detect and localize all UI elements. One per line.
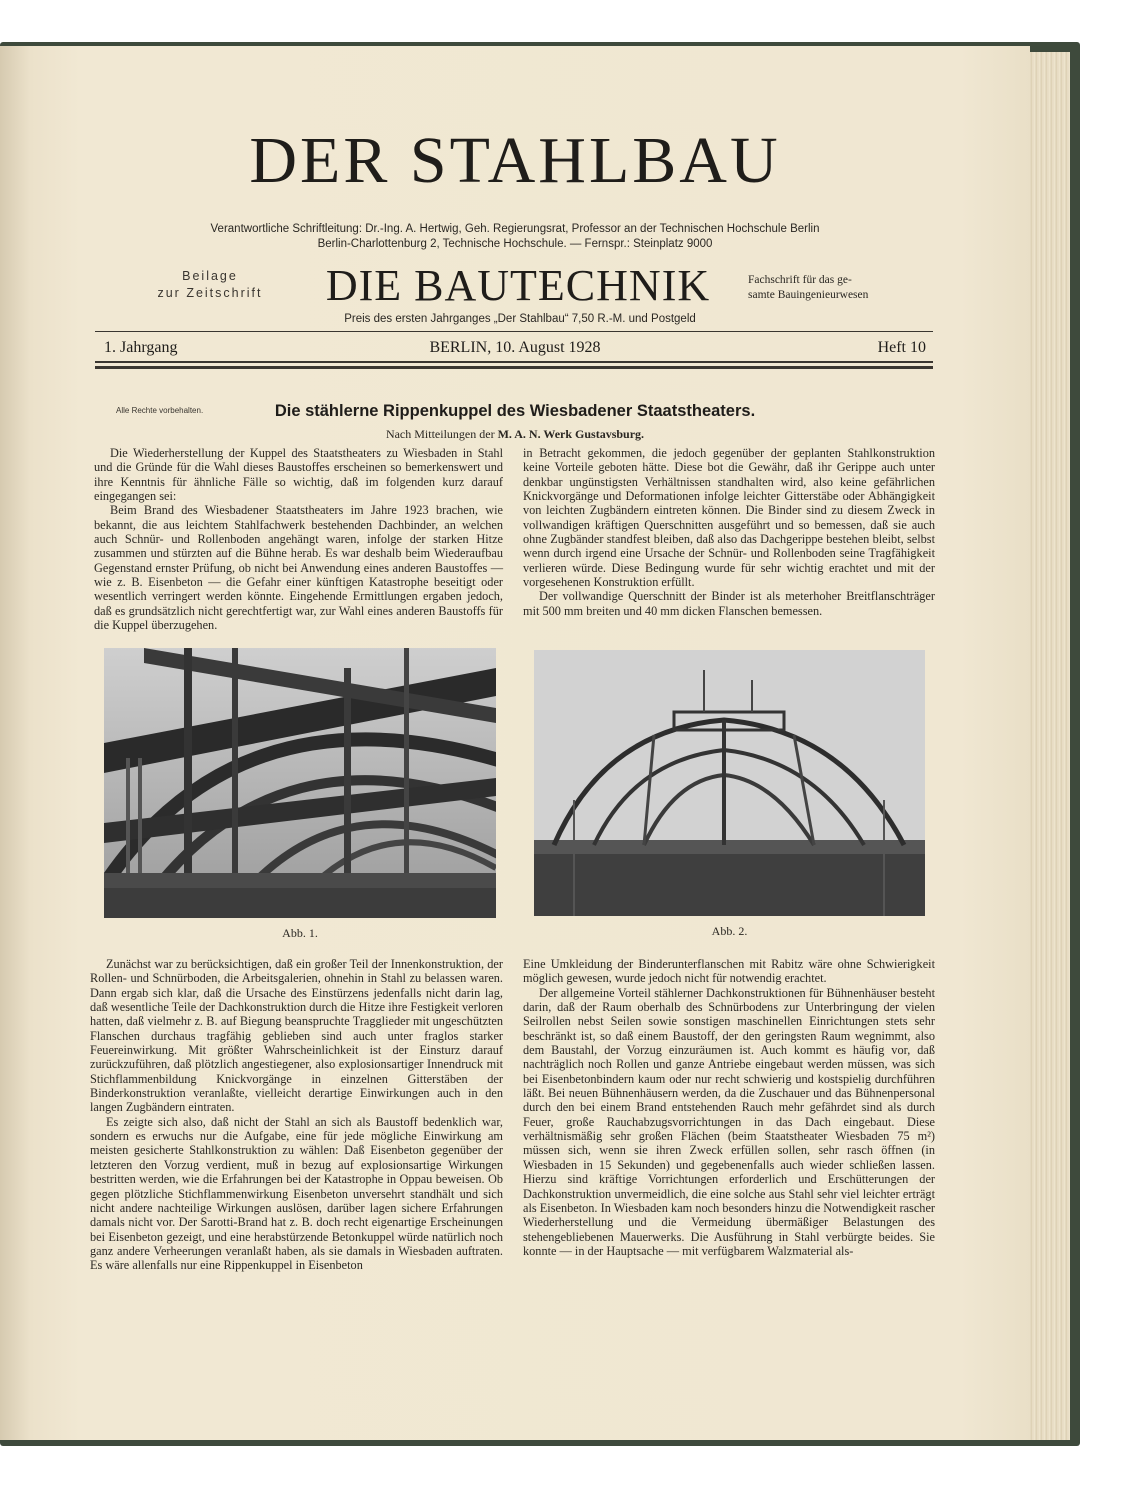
dome-skeleton-image bbox=[534, 650, 925, 916]
paragraph: in Betracht gekommen, die jedoch gegenüber der geplanten Stahlkonstruktion keine Vorteile geboten hätte. Diese bot die Gewähr, daß ihr Gerippe auch unter denkbar ungünstigsten Verhältnissen standhalten wird, also keine gefährlichen Knickvorgänge und Deformationen infolge leichter Gitterstäbe oder Abhängigkeit von leichten Zugbändern eintreten können. Die Binder sind zu diesem Zweck in vollwandigen kräftigen Querschnitten ausgeführt und so bemessen, daß sie auch ohne Zugbänder standfest bleiben, daß also das Dachgerippe bestehen bleibt, selbst wenn durch irgend eine Ursache der Schnür- und Rollenboden seine Tragfähigkeit verlieren würde. Diese Bedingung wurde für sehr wichtig erachtet und mit der vorgesehenen Konstruktion erfüllt. bbox=[523, 446, 935, 590]
subtitle-company: M. A. N. Werk Gustavsburg. bbox=[497, 427, 645, 441]
editor-line-2: Berlin-Charlottenburg 2, Technische Hochschule. — Fernspr.: Steinplatz 9000 bbox=[317, 238, 713, 250]
figure-1-photo bbox=[104, 648, 496, 918]
figure-2-caption: Abb. 2. bbox=[711, 924, 748, 938]
place-date: BERLIN, 10. August 1928 bbox=[429, 339, 601, 356]
supplement-title: DIE BAUTECHNIK bbox=[325, 261, 711, 310]
rule-top bbox=[95, 331, 933, 332]
rule-double-2 bbox=[95, 366, 933, 369]
column-top-left bbox=[94, 446, 503, 632]
beilage-line-1: Beilage bbox=[182, 269, 238, 283]
steel-girders-image bbox=[104, 648, 496, 918]
price-line: Preis des ersten Jahrganges „Der Stahlbau“ 7,50 R.-M. und Postgeld bbox=[344, 313, 696, 325]
paragraph: Es zeigte sich also, daß nicht der Stahl an sich als Baustoff bedenklich war, sondern es erwuchs nur die Aufgabe, eine für jede mögliche Einwirkung am meisten gesicherte Stahlkonstruktion zu wählen: Daß Eisenbeton gegenüber der letzteren den Vorzug verdient, muß in bezug auf explosionsartige Wirkungen bestritten werden, wie die Erfahrungen bei der Katastrophe in Oppau beweisen. Ob gegen plötzliche Stichflammenwirkung Eisenbeton unversehrt standhält und sich nicht andere nachteilige Wirkungen auslösen, darüber lagen sichere Erfahrungen damals nicht vor. Der Sarotti-Brand hat z. B. doch recht eigenartige Erscheinungen bei Eisenbeton gezeigt, und eine herabstürzende Betonkuppel würde natürlich noch ganz andere Verheerungen veranlaßt haben, als sie damals in Wiesbaden auftraten. Es wäre allenfalls nur eine Rippenkuppel in Eisenbeton bbox=[90, 1114, 503, 1273]
subtitle-prefix: Nach Mitteilungen der bbox=[385, 427, 498, 441]
paragraph: Beim Brand des Wiesbadener Staatstheaters im Jahre 1923 brachen, wie bekannt, die aus leichtem Stahlfachwerk bestehenden Dachbinder, an welchen auch Schnür- und Rollenboden angehängt waren, infolge der starken Hitze zusammen und stürzten auf die Bühne herab. Es war deshalb beim Wiederaufbau Gegenstand ernster Prüfung, ob nicht bei Anwendung eines anderen Baustoffes — wie z. B. Eisenbeton — die Gefahr einer künftigen Katastrophe beseitigt oder wesentlich verringert werden könnte. Eingehende Ermittlungen ergaben jedoch, daß es grundsätzlich nicht gerechtfertigt war, zur Wahl eines anderen Baustoffs für die Kuppel überzugehen. bbox=[94, 503, 503, 633]
paragraph: Zunächst war zu berücksichtigen, daß ein großer Teil der Innenkonstruktion, der Rollen- und Schnürboden, die Arbeitsgalerien, ohnehin in Stahl zu belassen waren. Dann ergab sich klar, daß die Ursache des Einstürzens jedenfalls nicht darin lag, daß wesentliche Teile der Dachkonstruktion durch die Hitze ihre Festigkeit verloren hatten, daß vielmehr z. B. auf Biegung beanspruchte Tragglieder mit ungeschützten Flanschen durchaus tragfähig geblieben sind auch unter fraglos starker Feuereinwirkung. Mit größter Wahrscheinlichkeit ist der Einsturz darauf zurückzuführen, daß plötzlich angestiegener, also explosionsartiger Innendruck mit Stichflammenbildung Knickvorgänge in einzelnen Gitterstäben der Binderkonstruktion veranlaßte, vielleicht derartige Einwirkungen auch in den langen Zugbändern eintraten. bbox=[90, 957, 503, 1115]
rule-double-1 bbox=[95, 361, 933, 363]
fachschrift-line-2: samte Bauingenieurwesen bbox=[748, 289, 869, 301]
figure-1-caption: Abb. 1. bbox=[282, 926, 318, 940]
column-top-right bbox=[523, 446, 935, 618]
fachschrift-line-1: Fachschrift für das ge- bbox=[748, 274, 852, 286]
jahrgang: 1. Jahrgang bbox=[104, 339, 178, 356]
column-bottom-right bbox=[523, 957, 935, 1258]
figure-2-photo bbox=[534, 650, 925, 916]
paragraph: Der allgemeine Vorteil stählerner Dachkonstruktionen für Bühnenhäuser besteht darin, daß der Raum oberhalb des Schnürbodens zur Unterbringung der vielen Seilrollen nebst Seilen sowie sonstigen maschinellen Einrichtungen stets sehr beschränkt ist, so daß einem Baustoff, der den geringsten Raum wegnimmt, also dem Baustahl, der Vorzug einzuräumen ist. Auch kommt es häufig vor, daß nachträglich noch Rollen und ganze Antriebe eingebaut werden müssen, was sich bei Eisenbetonbindern kaum oder nur recht schwierig und kostspielig durchführen läßt. Bei neuen Bühnenhäusern werden, da die Zuschauer und das Bühnenpersonal durch den bei einem Brand entstehenden Rauch mehr gefährdet sind als durch Feuer, große Rauchabzugsvorrichtungen in das Dach eingebaut. Diese verhältnismäßig sehr großen Flächen (beim Staatstheater Wiesbaden 75 m²) müssen sich, wenn sie ihren Zweck erfüllen sollen, sehr rasch öffnen (in Wiesbaden in 15 Sekunden) und gegebenenfalls auch wieder schließen lassen. Hierzu sind kräftige Vorrichtungen erforderlich und Erschütterungen der Dachkonstruktion unvermeidlich, die eine solche aus Stahl sehr viel leichter erträgt als Eisenbeton. In Wiesbaden kam noch besonders hinzu die Notwendigkeit rascher Wiederherstellung und die Vermeidung übermäßiger Belastungen des stehengebliebenen Mauerwerks. Die Ausführung in Stahl verbürgte beides. Sie konnte — in der Hauptsache — mit verfügbarem Walzmaterial als- bbox=[523, 985, 935, 1258]
masthead-title: DER STAHLBAU bbox=[249, 124, 781, 197]
rights-notice: Alle Rechte vorbehalten. bbox=[116, 406, 204, 415]
beilage-note bbox=[130, 268, 290, 302]
paragraph: Die Wiederherstellung der Kuppel des Staatstheaters zu Wiesbaden in Stahl und die Gründe für die Wahl dieses Baustoffes erscheinen so bemerkenswert und ihre Kenntnis für ähnliche Fälle so wichtig, daß im folgenden kurz darauf eingegangen sei: bbox=[94, 446, 503, 504]
paragraph: Der vollwandige Querschnitt der Binder ist als meterhoher Breitflanschträger mit 500 mm breiten und 40 mm dicken Flanschen bemessen. bbox=[523, 589, 935, 618]
fachschrift-note bbox=[748, 273, 908, 303]
article-title: Die stählerne Rippenkuppel des Wiesbadener Staatstheaters. bbox=[274, 402, 756, 420]
editor-line-1: Verantwortliche Schriftleitung: Dr.-Ing. A. Hertwig, Geh. Regierungsrat, Professor an der Technischen Hochschule Berlin bbox=[210, 223, 820, 235]
paragraph: Eine Umkleidung der Binderunterflanschen mit Rabitz wäre ohne Schwierigkeit möglich gewesen, wurde jedoch nicht für notwendig erachtet. bbox=[523, 957, 935, 986]
column-bottom-left bbox=[90, 957, 503, 1273]
heft: Heft 10 bbox=[877, 339, 926, 356]
article-subtitle bbox=[300, 427, 730, 442]
beilage-line-2: zur Zeitschrift bbox=[157, 286, 263, 300]
